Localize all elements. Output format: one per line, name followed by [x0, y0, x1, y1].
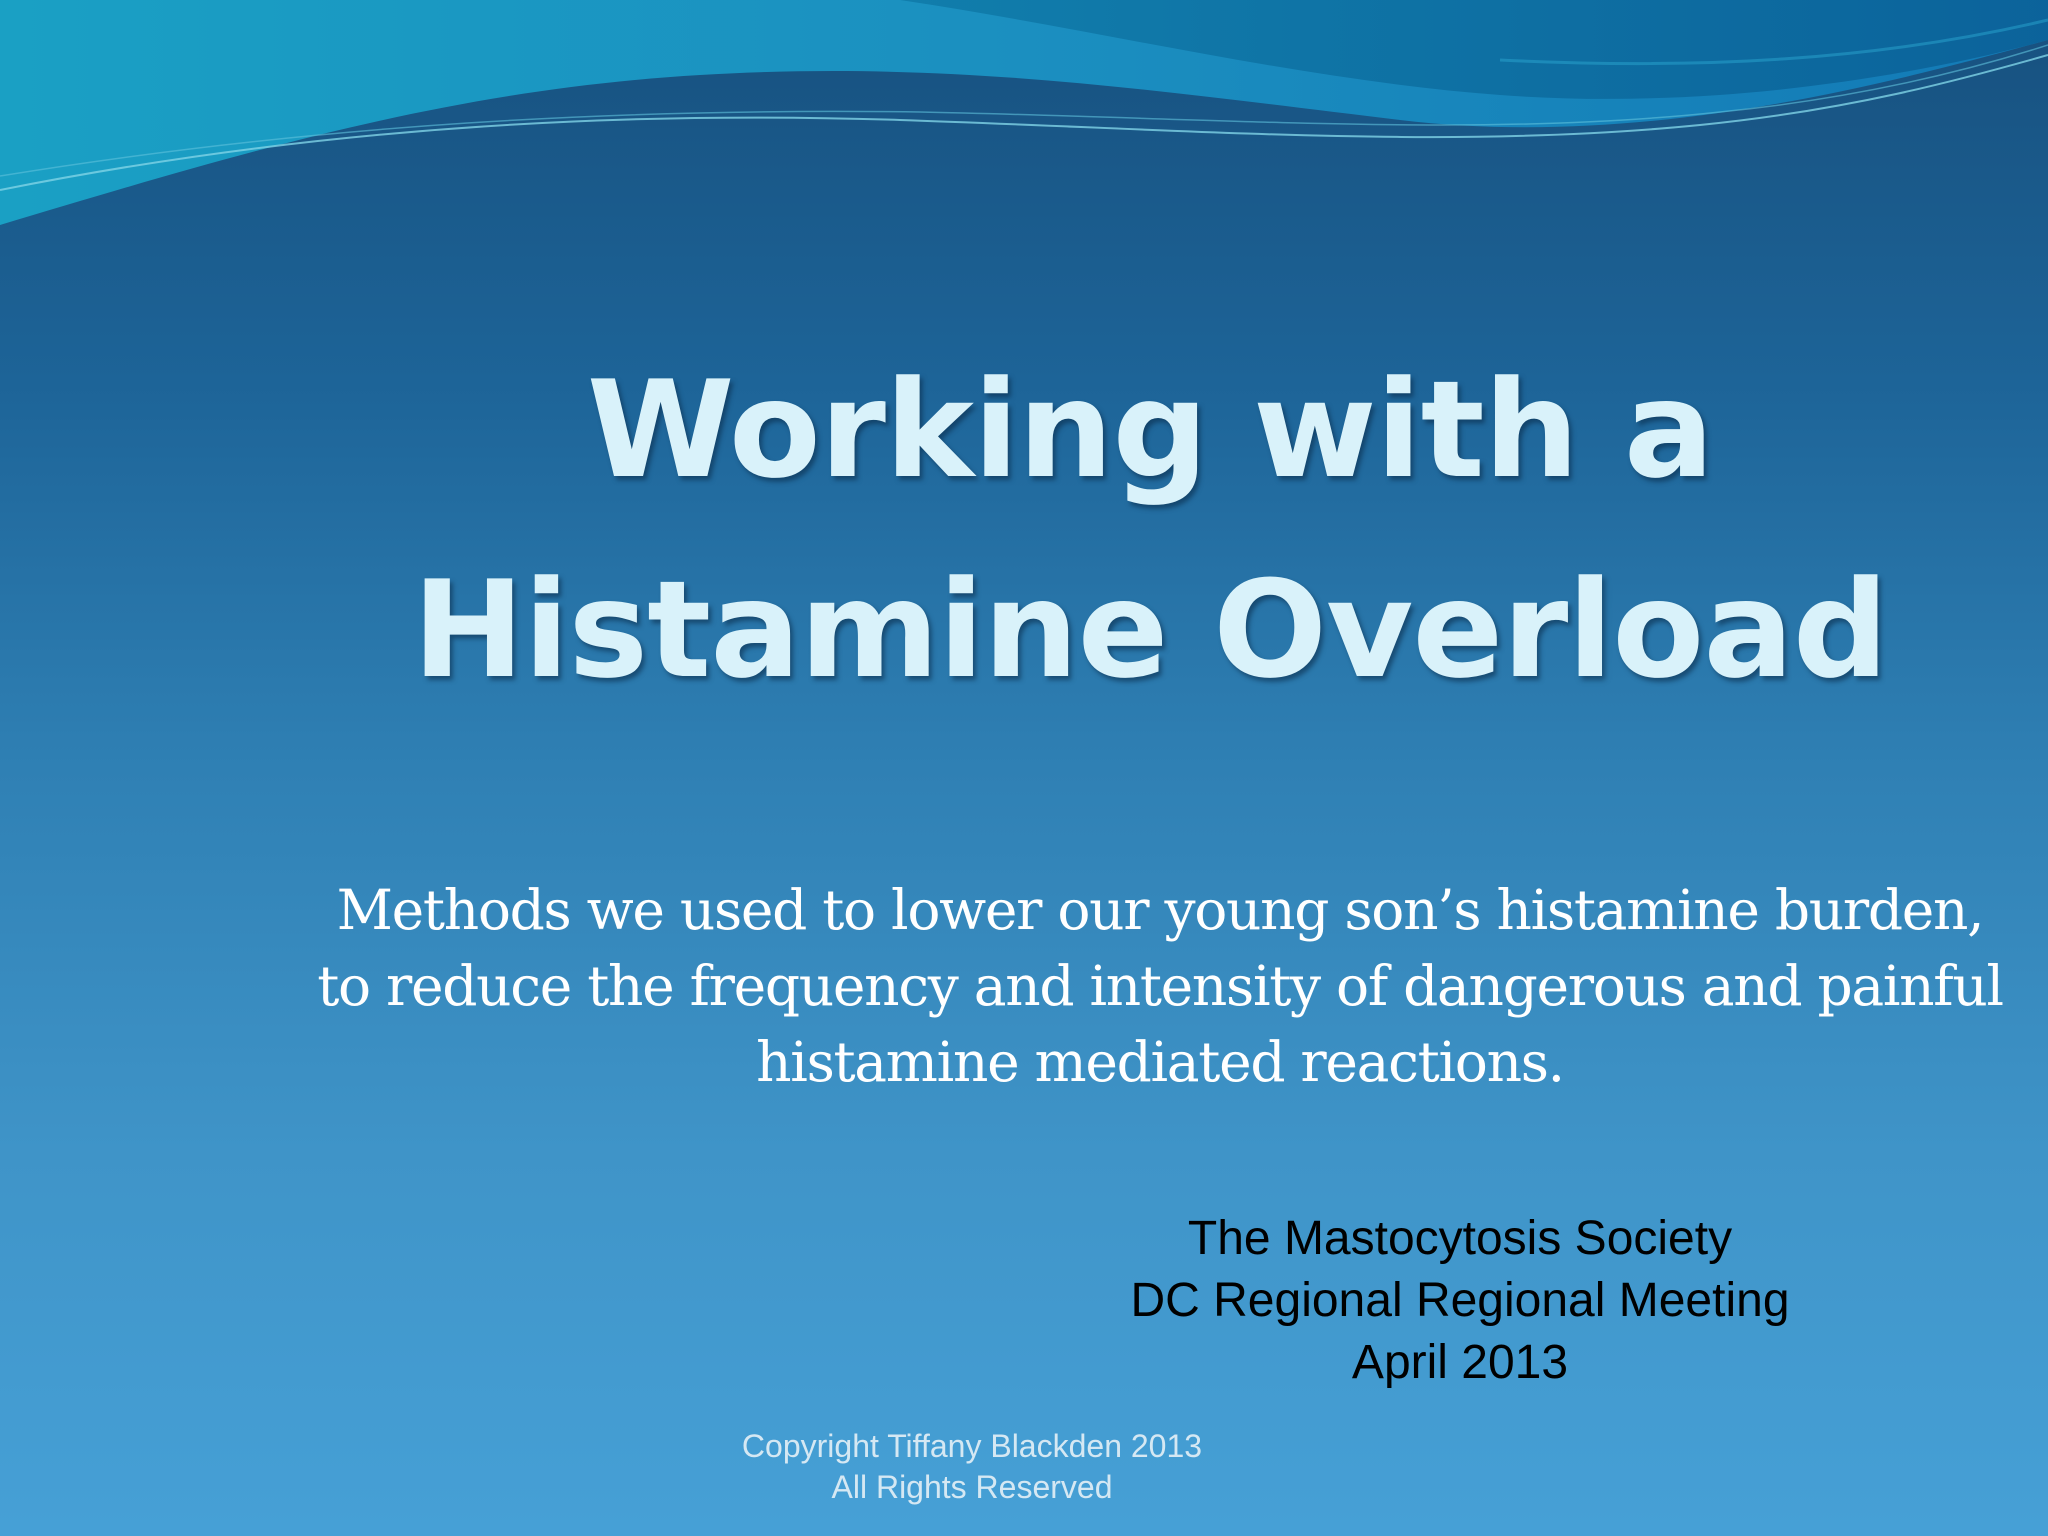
subtitle-line: to reduce the frequency and intensity of dangerous and painful	[317, 954, 2003, 1018]
wave-decoration	[0, 0, 2048, 260]
event-date: April 2013	[1351, 1336, 1569, 1389]
subtitle-line: Methods we used to lower our young son’s histamine burden,	[336, 878, 1984, 942]
event-organization: The Mastocytosis Society	[1187, 1212, 1733, 1265]
slide-title	[340, 330, 1960, 730]
slide-subtitle	[270, 872, 2048, 1100]
title-line: Working with a	[586, 352, 1714, 508]
title-line: Histamine Overload	[412, 552, 1888, 708]
subtitle-line: histamine mediated reactions.	[756, 1030, 1564, 1094]
copyright-line: Copyright Tiffany Blackden 2013	[741, 1428, 1203, 1464]
event-info	[1030, 1208, 1890, 1394]
rights-line: All Rights Reserved	[831, 1469, 1113, 1505]
copyright-notice	[672, 1426, 1272, 1508]
event-meeting: DC Regional Regional Meeting	[1130, 1274, 1790, 1327]
